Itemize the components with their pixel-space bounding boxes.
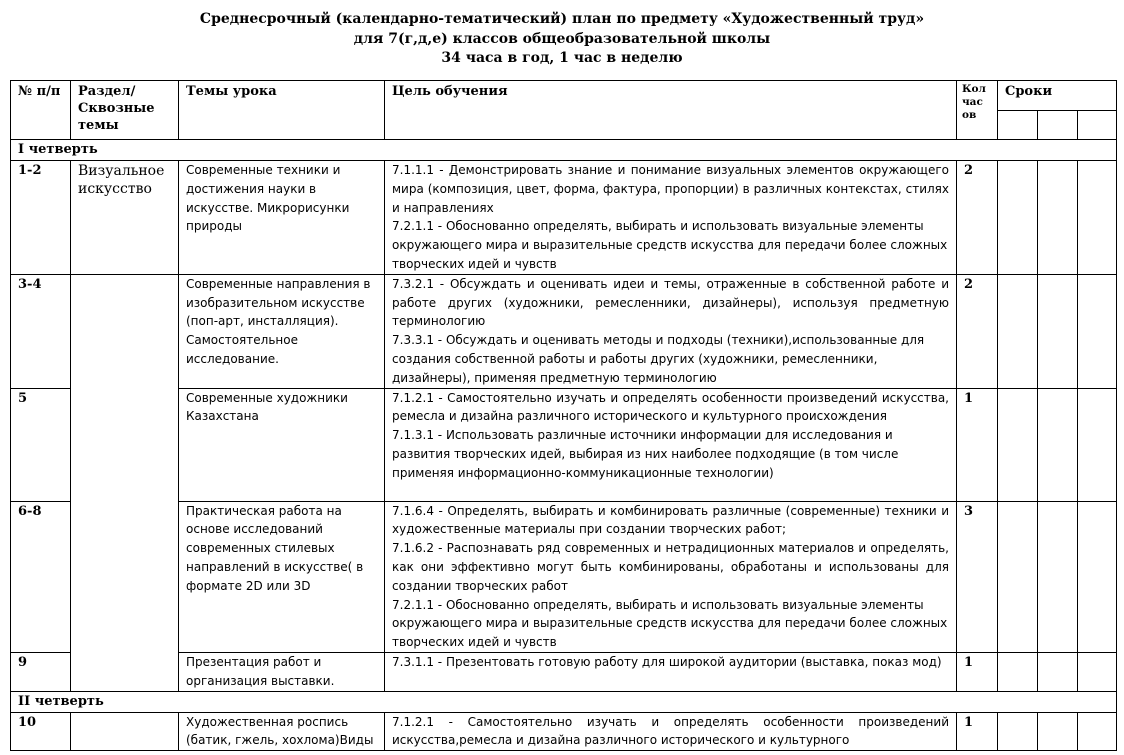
- goal-item: 7.2.1.1 - Обоснованно определять, выбирать и использовать визуальные элементы окружающего мира и выразительные средств искусства для передачи более сложных творческих идей и чувств: [392, 219, 948, 271]
- date-cell: [1038, 161, 1078, 275]
- title-line-1: Среднесрочный (календарно-тематический) план по предмету «Художественный труд»: [199, 11, 925, 27]
- date-cell: [998, 652, 1038, 691]
- header-section: Раздел/ Сквозные темы: [71, 81, 179, 140]
- date-cell: [1038, 274, 1078, 388]
- date-cell: [998, 501, 1038, 652]
- row-number: 10: [11, 712, 71, 751]
- row-goal: [385, 388, 957, 501]
- table-row: [11, 712, 1117, 751]
- date-cell: [1038, 712, 1078, 751]
- row-topic: Практическая работа на основе исследований современных стилевых направлений в искусстве( в формате 2D или 3D: [179, 501, 385, 652]
- date-cell: [998, 274, 1038, 388]
- date-cell: [1038, 501, 1078, 652]
- table-row: [11, 161, 1117, 275]
- document-title: [0, 10, 1124, 69]
- row-number: 9: [11, 652, 71, 691]
- date-cell: [998, 712, 1038, 751]
- title-line-3: 34 часа в год, 1 час в неделю: [441, 50, 683, 66]
- row-topic: Презентация работ и организация выставки.: [179, 652, 385, 691]
- row-hours: 1: [957, 652, 998, 691]
- date-cell: [1078, 111, 1117, 140]
- title-line-2: для 7(г,д,е) классов общеобразовательной школы: [353, 30, 771, 47]
- goal-item: 7.3.1.1 - Презентовать готовую работу для широкой аудитории (выставка, показ мод): [392, 654, 942, 669]
- row-hours: 2: [957, 274, 998, 388]
- row-hours: 3: [957, 501, 998, 652]
- row-number: 3-4: [11, 274, 71, 388]
- goal-item: 7.1.6.2 - Распознавать ряд современных и нетрадиционных материалов и определять, как они эффективно могут быть комбинированы, обработаны и использованы для создании творческих работ: [392, 541, 949, 593]
- row-section: [71, 712, 179, 751]
- date-cell: [1038, 388, 1078, 501]
- row-hours: 2: [957, 161, 998, 275]
- plan-table: [10, 80, 1117, 751]
- goal-item: 7.1.2.1 - Самостоятельно изучать и определять особенности произведений искусства, ремесла и дизайна различного исторического и культурного происхождения: [392, 390, 949, 424]
- row-topic: Современные направления в изобразительном искусстве (поп-арт, инсталляция). Самостоятельное исследование.: [179, 274, 385, 388]
- date-cell: [998, 161, 1038, 275]
- row-hours: 1: [957, 388, 998, 501]
- header-dates: Сроки: [998, 81, 1117, 111]
- row-section: Визуальное искусство: [71, 161, 179, 275]
- date-cell: [1078, 274, 1117, 388]
- goal-item: 7.1.3.1 - Использовать различные источники информации для исследования и развития творческих идей, выбирая из них наиболее подходящие (в том числе применяя информационно-коммуникационные технологии): [392, 428, 899, 480]
- row-goal: [385, 712, 957, 751]
- row-topic: Художественная роспись (батик, гжель, хохлома)Виды: [179, 712, 385, 751]
- row-goal: [385, 652, 957, 691]
- row-number: 6-8: [11, 501, 71, 652]
- goal-item: 7.3.2.1 - Обсуждать и оценивать идеи и темы, отраженные в собственной работе и работе других (художники, ремесленники, дизайнеры), используя предметную терминологию: [392, 276, 949, 329]
- date-cell: [1078, 161, 1117, 275]
- header-hours: Кол час ов: [957, 81, 998, 140]
- row-number: 1-2: [11, 161, 71, 275]
- date-cell: [1078, 652, 1117, 691]
- row-number: 5: [11, 388, 71, 501]
- date-cell: [998, 111, 1038, 140]
- goal-item: 7.1.6.4 - Определять, выбирать и комбинировать различные (современные) техники и художественные материалы при создании творческих работ;: [392, 503, 949, 537]
- row-goal: [385, 274, 957, 388]
- row-goal: [385, 161, 957, 275]
- header-num: № п/п: [11, 81, 71, 140]
- row-topic: Современные художники Казахстана: [179, 388, 385, 501]
- row-hours: 1: [957, 712, 998, 751]
- date-cell: [1078, 388, 1117, 501]
- row-goal: [385, 501, 957, 652]
- goal-item: 7.1.1.1 - Демонстрировать знание и понимание визуальных элементов окружающего мира (композиция, цвет, форма, фактура, пропорции) в различных контекстах, стилях и направлениях: [392, 163, 949, 215]
- header-goal: Цель обучения: [385, 81, 957, 140]
- quarter-heading: I четверть: [11, 140, 1117, 161]
- date-cell: [998, 388, 1038, 501]
- goal-item: 7.2.1.1 - Обоснованно определять, выбирать и использовать визуальные элементы окружающего мира и выразительные средств искусства для передачи более сложных творческих идей и чувств: [392, 597, 948, 650]
- table-row: [11, 274, 1117, 388]
- date-cell: [1078, 712, 1117, 751]
- quarter-heading: II четверть: [11, 691, 1117, 712]
- row-topic: Современные техники и достижения науки в искусстве. Микрорисунки природы: [179, 161, 385, 275]
- row-section: [71, 274, 179, 691]
- date-cell: [1078, 501, 1117, 652]
- date-cell: [1038, 111, 1078, 140]
- goal-item: 7.1.2.1 - Самостоятельно изучать и определять особенности произведений искусства,ремесла и дизайна различного исторического и культурного: [392, 714, 949, 748]
- goal-item: 7.3.3.1 - Обсуждать и оценивать методы и подходы (техники),использованные для создания собственной работы и работы других (художники, ремесленники, дизайнеры), применяя предметную терминологию: [392, 333, 925, 385]
- date-cell: [1038, 652, 1078, 691]
- header-topic: Темы урока: [179, 81, 385, 140]
